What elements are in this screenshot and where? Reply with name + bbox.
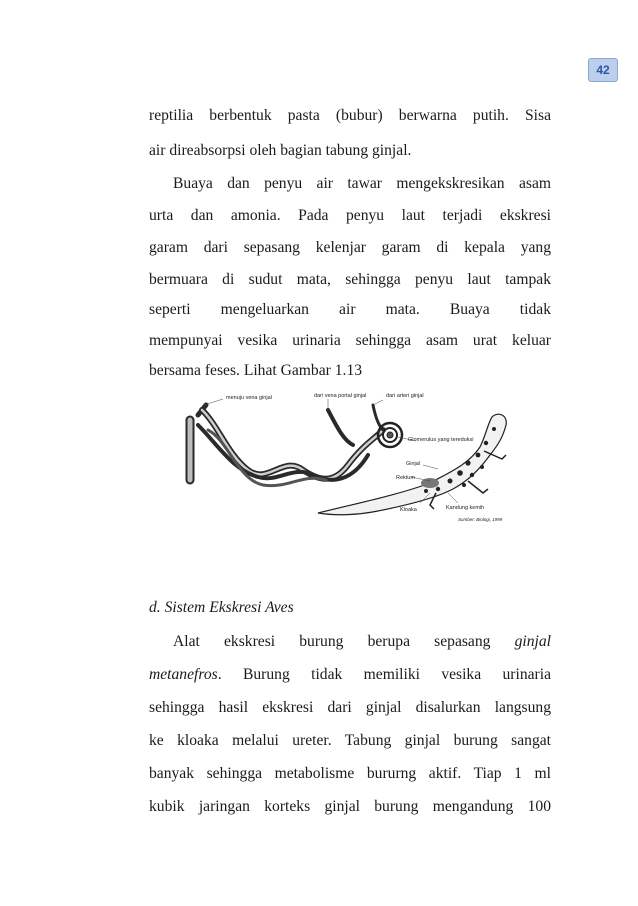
label-rektum: Rektum bbox=[396, 475, 415, 481]
text-line: bersama feses. Lihat Gambar 1.13 bbox=[149, 362, 363, 379]
text-italic-ginjal: ginjal bbox=[514, 633, 551, 650]
text-line: air direabsorpsi oleh bagian tabung ginjal. bbox=[149, 142, 412, 159]
text-run: Alat ekskresi burung berupa sepasang bbox=[173, 633, 515, 650]
text-line: mempunyai vesika urinaria sehingga asam urat keluar bbox=[149, 332, 551, 349]
label-arteri: dari arteri ginjal bbox=[386, 393, 424, 399]
page-number: 42 bbox=[596, 63, 610, 77]
text-italic-metanefros: metanefros bbox=[149, 666, 218, 683]
text-line: reptilia berbentuk pasta (bubur) berwarna putih. Sisa bbox=[149, 107, 551, 124]
text-line: Buaya dan penyu air tawar mengekskresikan asam bbox=[173, 175, 551, 192]
text-line: banyak sehingga metabolisme bururng aktif. Tiap 1 ml bbox=[149, 765, 551, 782]
text-run: . Burung tidak memiliki vesika urinaria bbox=[217, 666, 551, 683]
section-heading: d. Sistem Ekskresi Aves bbox=[149, 599, 294, 616]
text-line: urta dan amonia. Pada penyu laut terjadi ekskresi bbox=[149, 207, 551, 224]
figure-source: Sumber: Biologi, 1999 bbox=[458, 517, 503, 522]
text-line: kubik jaringan korteks ginjal burung mengandung 100 bbox=[149, 798, 551, 815]
label-vena-ginjal: menuju vena ginjal bbox=[226, 395, 272, 401]
text-line bbox=[149, 632, 551, 652]
text-line: seperti mengeluarkan air mata. Buaya tidak bbox=[149, 301, 551, 318]
label-kloaka: Kloaka bbox=[400, 507, 417, 513]
label-kandung-kemih: Kandung kemih bbox=[446, 505, 485, 511]
label-glomerulus: Glomerulus yang tereduksi bbox=[408, 437, 474, 443]
text-line: garam dari sepasang kelenjar garam di kepala yang bbox=[149, 239, 551, 256]
label-vena-portal: dari vena portal ginjal bbox=[314, 393, 367, 399]
reptile-excretory-figure bbox=[168, 385, 528, 535]
text-line: ke kloaka melalui ureter. Tabung ginjal burung sangat bbox=[149, 732, 551, 749]
label-ginjal: Ginjal bbox=[406, 461, 421, 467]
blood-vessels-illustration bbox=[190, 405, 383, 486]
text-line bbox=[149, 665, 551, 685]
page-number-badge bbox=[588, 58, 618, 82]
text-line: bermuara di sudut mata, sehingga penyu laut tampak bbox=[149, 271, 551, 288]
text-line: sehingga hasil ekskresi dari ginjal disalurkan langsung bbox=[149, 699, 551, 716]
